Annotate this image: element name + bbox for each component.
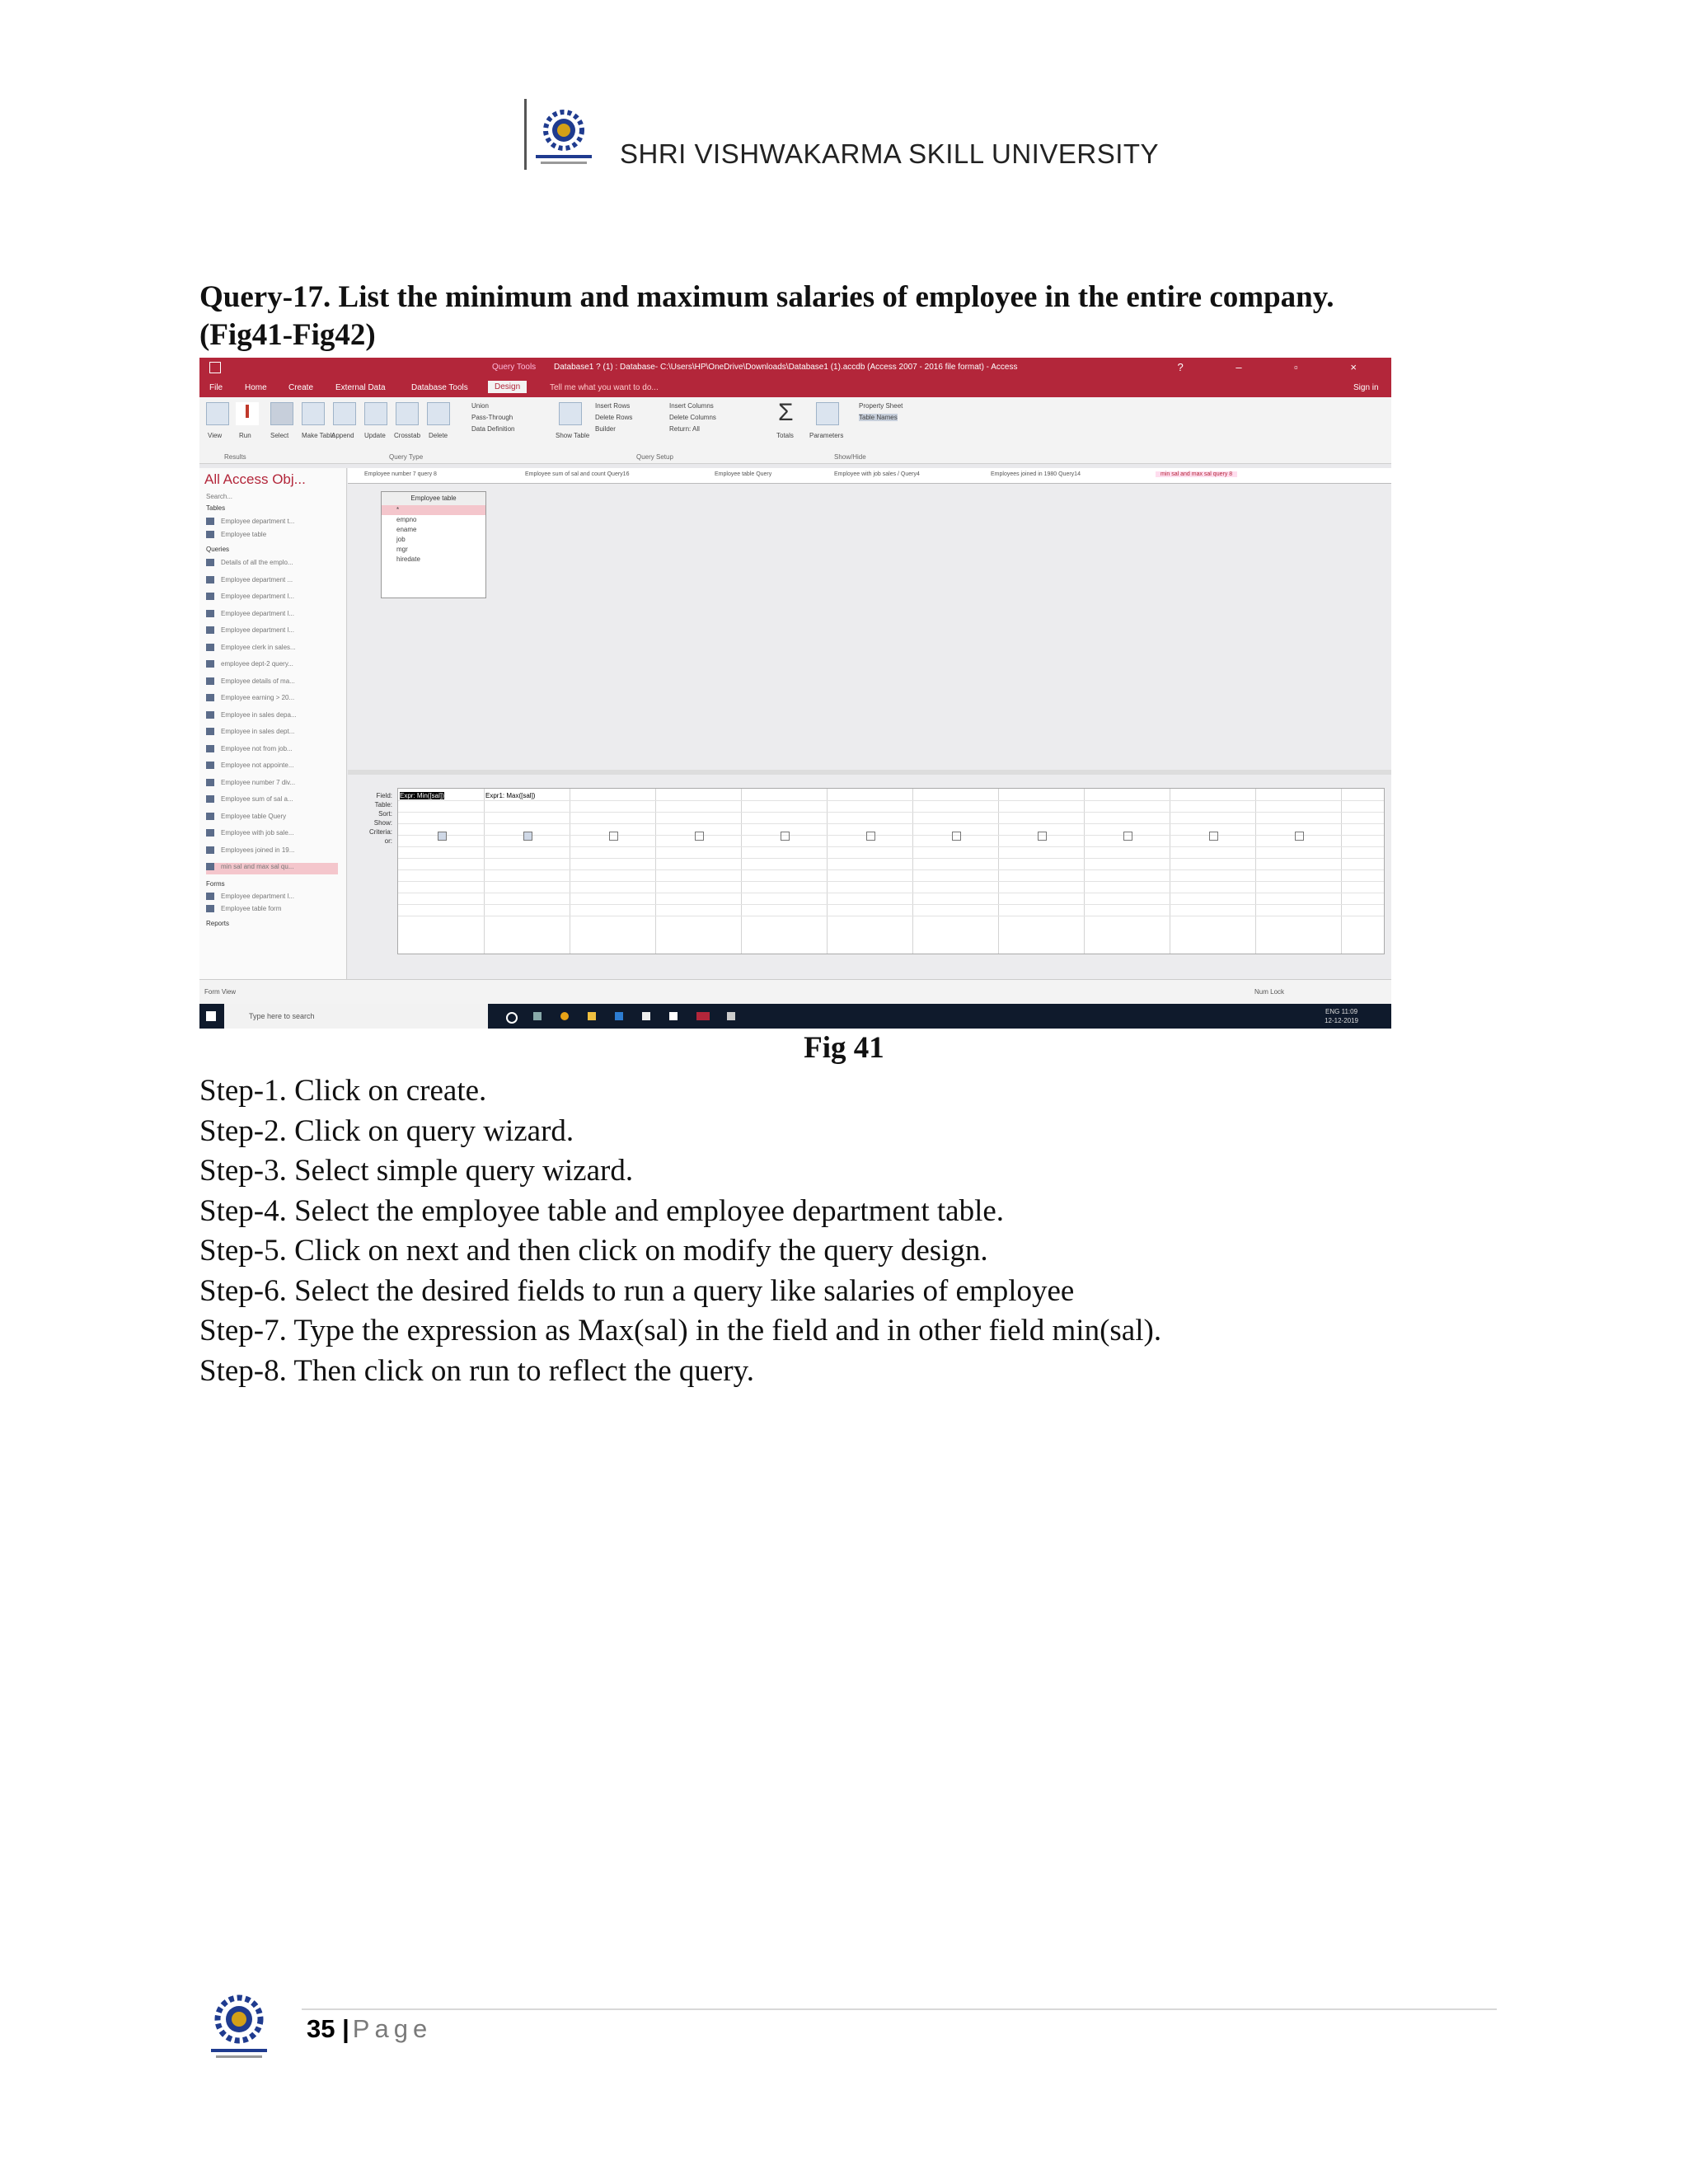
property-sheet-item[interactable]: Property Sheet [859, 402, 903, 410]
nav-query-item[interactable]: Employee not appointe... [206, 762, 338, 773]
sign-in-link[interactable]: Sign in [1353, 383, 1379, 392]
table-icon [206, 518, 214, 525]
show-table-label: Show Table [556, 432, 590, 439]
employee-table-box[interactable] [381, 491, 486, 598]
query-icon [206, 559, 214, 566]
step-item: Step-5. Click on next and then click on modify the query design. [199, 1234, 988, 1268]
figure-caption: Fig 41 [804, 1031, 884, 1065]
navigation-pane [199, 468, 347, 979]
file-explorer-icon[interactable] [588, 1012, 596, 1020]
run-label: Run [239, 432, 251, 439]
query-design-area [348, 468, 1391, 979]
footer-divider [302, 2008, 1497, 2010]
tell-me-box[interactable]: Tell me what you want to do... [550, 383, 659, 392]
steps-list [199, 1071, 1161, 1391]
tab-database-tools[interactable]: Database Tools [411, 383, 468, 392]
nav-section-forms[interactable]: Forms [206, 880, 225, 888]
show-checkbox[interactable] [609, 832, 618, 841]
append-label: Append [331, 432, 354, 439]
query-icon [206, 846, 214, 854]
grid-row-divider [398, 846, 1384, 847]
design-grid[interactable] [397, 788, 1385, 954]
window-controls[interactable]: ? – ▫ × [1177, 361, 1381, 373]
update-label: Update [364, 432, 386, 439]
query-icon [206, 593, 214, 600]
query-icon [206, 694, 214, 701]
doc-tab[interactable]: Employees joined in 1980 Query14 [991, 471, 1081, 477]
query-icon [206, 762, 214, 769]
nav-query-item[interactable]: employee dept-2 query... [206, 660, 338, 672]
grid-row-divider [398, 812, 1384, 813]
append-button[interactable] [333, 402, 356, 425]
insert-rows-item[interactable]: Insert Rows [595, 402, 631, 410]
crosstab-label: Crosstab [394, 432, 421, 439]
grid-column-divider [1084, 789, 1085, 954]
grid-column-divider [484, 789, 485, 954]
pass-through-item[interactable]: Pass-Through [471, 414, 513, 421]
group-results: Results [224, 453, 246, 461]
crosstab-button[interactable] [396, 402, 419, 425]
nav-query-item[interactable]: Employee not from job... [206, 745, 338, 757]
step-item: Step-7. Type the expression as Max(sal) in the field and in other field min(sal). [199, 1314, 1162, 1347]
query-icon [206, 779, 214, 786]
query-icon [206, 626, 214, 634]
show-checkbox[interactable] [1123, 832, 1132, 841]
select-label: Select [270, 432, 289, 439]
select-button[interactable] [270, 402, 293, 425]
nav-form-item[interactable]: Employee table form [206, 905, 338, 916]
return-all-select[interactable]: Return: All [669, 425, 700, 433]
nav-section-reports[interactable]: Reports [206, 920, 230, 927]
grid-row-divider [398, 858, 1384, 859]
query-title-line2: (Fig41-Fig42) [199, 318, 376, 352]
builder-item[interactable]: Builder [595, 425, 616, 433]
page-number: 35 | Page [307, 2014, 433, 2043]
step-item: Step-2. Click on query wizard. [199, 1113, 574, 1148]
nav-query-item[interactable]: Employee sum of sal a... [206, 795, 338, 807]
doc-tab-active[interactable]: min sal and max sal query 8 [1156, 471, 1237, 477]
field-job[interactable]: job [396, 536, 406, 543]
doc-tab[interactable]: Employee number 7 query 8 [364, 471, 437, 477]
grid-column-divider [741, 789, 742, 954]
status-bar [199, 979, 1391, 1005]
nav-query-item[interactable]: Employee in sales dept... [206, 728, 338, 739]
query-icon [206, 610, 214, 617]
make-table-label: Make Table [302, 432, 335, 439]
tab-file[interactable]: File [209, 383, 223, 392]
taskbar-search[interactable]: Type here to search [224, 1004, 488, 1029]
window-title: Database1 ? (1) : Database- C:\Users\HP\OneDrive\Downloads\Database1 (1).accdb (Access 2007 - 2016 file format) - Access [554, 363, 1018, 372]
ribbon-tabs [199, 379, 1391, 397]
edge-icon[interactable] [615, 1012, 623, 1020]
windows-taskbar [199, 1004, 1391, 1029]
mail-icon[interactable] [669, 1012, 678, 1020]
show-checkbox[interactable] [1295, 832, 1304, 841]
nav-section-tables[interactable]: Tables [206, 504, 226, 512]
grid-column-divider [655, 789, 656, 954]
table-names-item[interactable]: Table Names [859, 414, 898, 421]
access-title-bar [199, 358, 1391, 379]
step-item: Step-4. Select the employee table and employee department table. [199, 1193, 1005, 1228]
nav-table-item[interactable]: Employee table [206, 531, 338, 542]
view-label: View [208, 432, 223, 439]
group-query-setup: Query Setup [636, 453, 673, 461]
nav-query-item[interactable]: Employee department l... [206, 626, 338, 638]
tab-create[interactable]: Create [288, 383, 314, 392]
university-logo-icon [524, 97, 598, 171]
show-checkbox[interactable] [438, 832, 447, 841]
query-title-line1: Query-17. List the minimum and maximum salaries of employee in the entire company. [199, 280, 1334, 314]
update-button[interactable] [364, 402, 387, 425]
nav-query-item[interactable]: Employee department l... [206, 610, 338, 621]
tab-design[interactable]: Design [488, 381, 527, 393]
query-icon [206, 677, 214, 685]
store-icon[interactable] [642, 1012, 650, 1020]
nav-query-item[interactable]: Employee clerk in sales... [206, 644, 338, 655]
grid-row-divider [398, 800, 1384, 801]
show-checkbox[interactable] [866, 832, 875, 841]
doc-tab[interactable]: Employee with job sales / Query4 [834, 471, 920, 477]
header-divider [524, 99, 527, 170]
nav-query-item[interactable]: Employee with job sale... [206, 829, 338, 841]
university-name: SHRI VISHWAKARMA SKILL UNIVERSITY [620, 138, 1160, 169]
grid-row-divider [398, 823, 1384, 824]
grid-column-divider [1341, 789, 1342, 954]
form-icon [206, 905, 214, 912]
nav-search-input[interactable]: Search... [206, 493, 233, 500]
field-all[interactable]: * [382, 505, 485, 515]
grid-column-divider [1255, 789, 1256, 954]
group-show-hide: Show/Hide [834, 453, 866, 461]
show-checkbox[interactable] [1038, 832, 1047, 841]
step-item: Step-3. Select simple query wizard. [199, 1154, 634, 1188]
doc-tab[interactable]: Employee sum of sal and count Query16 [525, 471, 630, 477]
query-icon [206, 795, 214, 803]
nav-query-item[interactable]: Employee details of ma... [206, 677, 338, 689]
tab-home[interactable]: Home [245, 383, 267, 392]
nav-query-item[interactable]: min sal and max sal qu... [206, 863, 338, 874]
start-icon[interactable] [206, 1011, 216, 1021]
group-query-type: Query Type [389, 453, 424, 461]
status-num-lock: Num Lock [1254, 988, 1285, 996]
form-icon [206, 893, 214, 900]
query-icon [206, 829, 214, 837]
access-app-icon[interactable] [696, 1012, 710, 1020]
grid-row-divider [398, 881, 1384, 882]
nav-table-item[interactable]: Employee department t... [206, 518, 338, 529]
step-item: Step-8. Then click on run to reflect the query. [199, 1353, 754, 1388]
grid-row-divider [398, 869, 1384, 870]
grid-row-divider [398, 904, 1384, 905]
query-tools-label: Query Tools [492, 363, 537, 372]
field-mgr[interactable]: mgr [396, 546, 408, 553]
nav-query-item[interactable]: Employee number 7 div... [206, 779, 338, 790]
query-title [199, 279, 1485, 354]
nav-query-item[interactable]: Employee table Query [206, 813, 338, 824]
access-screenshot [199, 358, 1391, 1029]
show-table-button[interactable] [559, 402, 582, 425]
grid-row-divider [398, 835, 1384, 836]
document-tabs [348, 468, 1391, 484]
field-hiredate[interactable]: hiredate [396, 555, 420, 563]
save-icon[interactable] [209, 362, 221, 373]
task-view-icon[interactable] [533, 1012, 542, 1020]
app-icon[interactable] [727, 1012, 735, 1020]
totals-sigma-icon[interactable]: Σ [778, 399, 794, 426]
table-icon [206, 531, 214, 538]
field-empno[interactable]: empno [396, 516, 417, 523]
query-icon [206, 644, 214, 651]
field-ename[interactable]: ename [396, 526, 417, 533]
query-icon [206, 745, 214, 752]
parameters-button[interactable] [816, 402, 839, 425]
view-button[interactable] [206, 402, 229, 425]
footer-logo-icon [198, 1985, 280, 2067]
chrome-icon[interactable] [560, 1012, 569, 1020]
query-icon [206, 576, 214, 583]
grid-field-min[interactable]: Expr: Min([sal]) [400, 792, 444, 799]
nav-title[interactable]: All Access Obj... [204, 471, 306, 487]
nav-query-item[interactable]: Employee earning > 20... [206, 694, 338, 705]
tab-external-data[interactable]: External Data [335, 383, 386, 392]
taskbar-clock: ENG 11:09 12-12-2019 [1325, 1008, 1358, 1024]
show-checkbox[interactable] [781, 832, 790, 841]
nav-query-item[interactable]: Details of all the emplo... [206, 559, 338, 570]
step-item: Step-6. Select the desired fields to run a query like salaries of employee [199, 1273, 1075, 1308]
totals-label: Totals [776, 432, 794, 439]
query-icon [206, 711, 214, 719]
nav-query-item[interactable]: Employees joined in 19... [206, 846, 338, 858]
show-checkbox[interactable] [523, 832, 532, 841]
make-table-button[interactable] [302, 402, 325, 425]
insert-columns-item[interactable]: Insert Columns [669, 402, 714, 410]
show-checkbox[interactable] [695, 832, 704, 841]
doc-tab[interactable]: Employee table Query [715, 471, 772, 477]
run-button[interactable] [236, 402, 259, 425]
show-checkbox[interactable] [952, 832, 961, 841]
nav-section-queries[interactable]: Queries [206, 546, 230, 553]
grid-field-max[interactable]: Expr1: Max([sal]) [485, 792, 536, 799]
delete-label: Delete [429, 432, 448, 439]
data-definition-item[interactable]: Data Definition [471, 425, 515, 433]
grid-column-divider [998, 789, 999, 954]
query-icon [206, 728, 214, 735]
delete-rows-item[interactable]: Delete Rows [595, 414, 633, 421]
delete-columns-item[interactable]: Delete Columns [669, 414, 716, 421]
ribbon [199, 397, 1391, 464]
cortana-icon[interactable] [506, 1012, 518, 1024]
union-item[interactable]: Union [471, 402, 489, 410]
step-item: Step-1. Click on create. [199, 1074, 487, 1108]
status-form-view: Form View [204, 988, 237, 996]
grid-row-labels: Field: Table: Sort: Show: Criteria: or: [368, 792, 392, 845]
show-checkbox[interactable] [1209, 832, 1218, 841]
query-icon [206, 863, 214, 870]
nav-form-item[interactable]: Employee department l... [206, 893, 338, 904]
delete-button[interactable] [427, 402, 450, 425]
grid-column-divider [912, 789, 913, 954]
splitter-bar[interactable] [348, 770, 1391, 775]
nav-query-item[interactable]: Employee department l... [206, 593, 338, 604]
table-box-title: Employee table [382, 492, 485, 505]
nav-query-item[interactable]: Employee department ... [206, 576, 338, 588]
nav-query-item[interactable]: Employee in sales depa... [206, 711, 338, 723]
query-icon [206, 660, 214, 668]
parameters-label: Parameters [809, 432, 844, 439]
grid-column-divider [827, 789, 828, 954]
query-icon [206, 813, 214, 820]
